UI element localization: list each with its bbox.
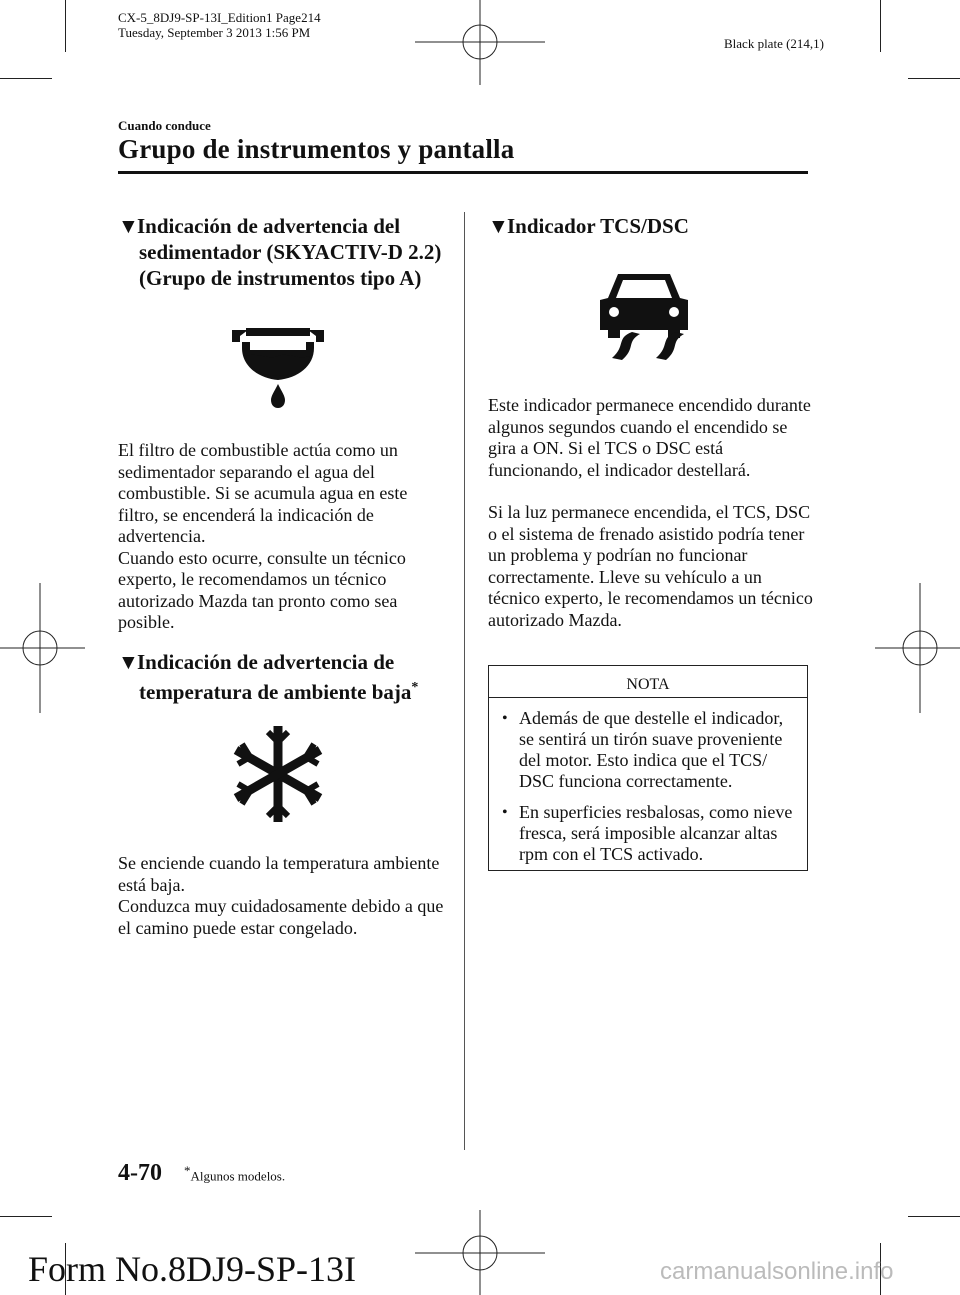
footnote bbox=[184, 1163, 285, 1184]
paragraph: Conduzca muy cuidadosamente debido a que el camino puede estar congelado. bbox=[118, 896, 444, 938]
sedimentador-description bbox=[118, 440, 448, 634]
form-number: Form No.8DJ9-SP-13I bbox=[28, 1249, 357, 1289]
asterisk-marker: * bbox=[184, 1163, 191, 1178]
registration-target-left bbox=[0, 583, 85, 713]
heading-sedimentador-warning bbox=[118, 213, 448, 291]
heading-line: sedimentador (SKYACTIV-D 2.2) bbox=[139, 240, 442, 264]
note-list bbox=[489, 698, 807, 865]
paragraph: Si la luz permanece encendida, el TCS, DSC o el sistema de frenado asistido podría tener un problema y podrían no funcionar correctamente. Lleve su vehículo a un técnico experto, le recomendamos un técnico autorizado Mazda. bbox=[488, 502, 813, 630]
low-temperature-description bbox=[118, 853, 448, 939]
watermark: carmanualsonline.info bbox=[660, 1258, 894, 1285]
registration-target-right bbox=[875, 583, 960, 713]
paragraph: Cuando esto ocurre, consulte un técnico experto, le recomendamos un técnico autorizado Mazda tan pronto como sea posible. bbox=[118, 547, 406, 632]
heading-line: Indicador TCS/DSC bbox=[507, 214, 689, 238]
registration-target-bottom bbox=[415, 1210, 545, 1295]
heading-low-temperature-warning bbox=[118, 649, 448, 705]
print-metadata bbox=[118, 10, 321, 40]
skidding-car-icon bbox=[596, 268, 692, 366]
page-number: 4-70 bbox=[118, 1160, 162, 1186]
footnote-text: Algunos modelos. bbox=[190, 1168, 286, 1184]
column-divider bbox=[464, 212, 465, 1150]
section-label: Cuando conduce bbox=[118, 118, 211, 133]
heading-line: temperatura de ambiente baja bbox=[139, 680, 412, 704]
asterisk-marker: * bbox=[411, 680, 419, 695]
note-item: • En superficies resbalosas, como nieve fresca, será imposible alcanzar altas rpm con el TCS activado. bbox=[519, 802, 793, 865]
paragraph: El filtro de combustible actúa como un sedimentador separando el agua del combustible. Si se acumula agua en este filtro, se encenderá la indicación de advertencia. bbox=[118, 440, 408, 546]
section-marker-icon: ▼ bbox=[118, 650, 139, 674]
note-item: • Además de que destelle el indicador, se sentirá un tirón suave proveniente del motor. Esto indica que el TCS/ DSC funciona correctamente. bbox=[519, 708, 793, 792]
paragraph: Se enciende cuando la temperatura ambiente está baja. bbox=[118, 853, 440, 895]
heading-tcs-dsc-indicator bbox=[488, 213, 818, 239]
print-job-line: CX-5_8DJ9-SP-13I_Edition1 Page214 bbox=[118, 10, 321, 25]
plate-label: Black plate (214,1) bbox=[724, 36, 824, 51]
section-marker-icon: ▼ bbox=[488, 214, 509, 238]
paragraph: Este indicador permanece encendido durante algunos segundos cuando el encendido se gira a ON. Si el TCS o DSC está funcionando, el indicador destellará. bbox=[488, 395, 811, 480]
snowflake-icon bbox=[228, 722, 328, 826]
heading-line: Indicación de advertencia de bbox=[137, 650, 395, 674]
note-box bbox=[488, 665, 808, 871]
registration-target-top bbox=[415, 0, 545, 85]
print-date-line: Tuesday, September 3 2013 1:56 PM bbox=[118, 25, 311, 40]
page-title: Grupo de instrumentos y pantalla bbox=[118, 134, 515, 164]
section-marker-icon: ▼ bbox=[118, 214, 139, 238]
note-title: NOTA bbox=[489, 666, 807, 698]
fuel-filter-water-icon bbox=[228, 322, 328, 410]
heading-line: Indicación de advertencia del bbox=[137, 214, 401, 238]
header-rule bbox=[118, 171, 808, 174]
tcs-dsc-description bbox=[488, 395, 818, 631]
heading-line: (Grupo de instrumentos tipo A) bbox=[139, 266, 422, 290]
